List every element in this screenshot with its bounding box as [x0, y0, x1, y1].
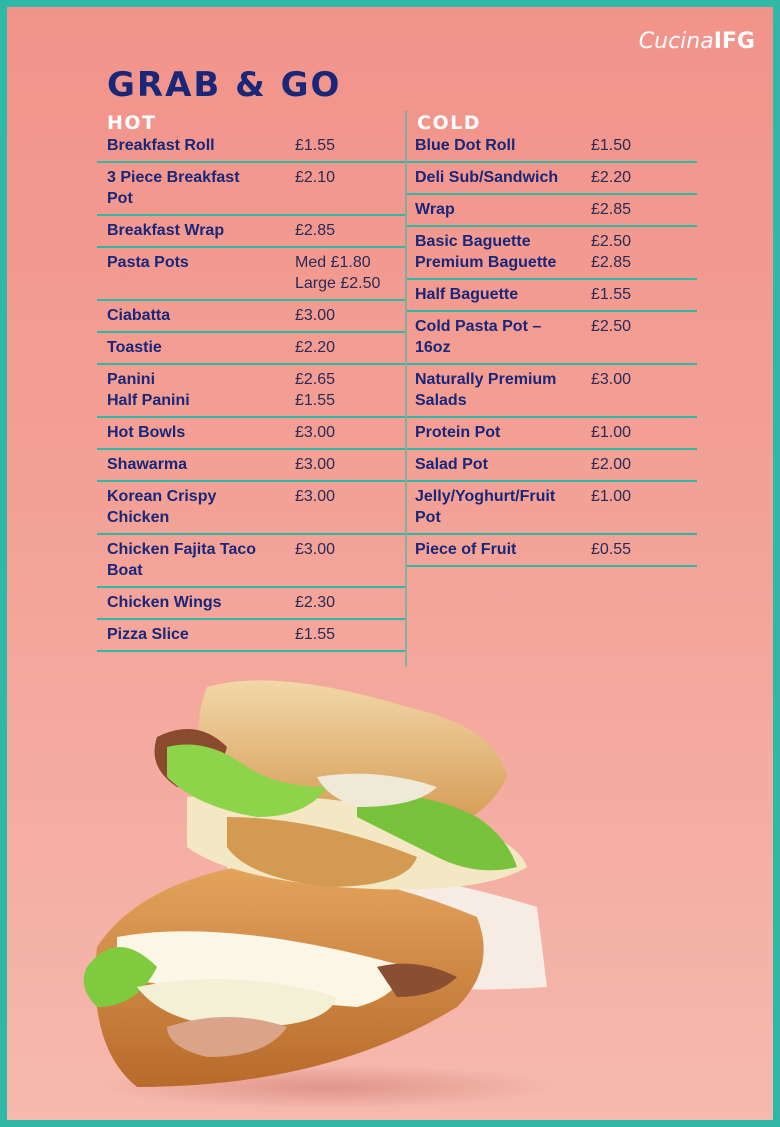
item-price: £1.00 [591, 424, 632, 441]
item-price: £3.00 [591, 371, 632, 388]
hot-menu-row [97, 365, 405, 418]
cold-menu-row [407, 312, 697, 365]
item-name: Breakfast Roll [107, 137, 215, 154]
item-price: £1.55 [591, 286, 632, 303]
item-name: 3 Piece Breakfast Pot [107, 169, 240, 207]
item-name: Panini Half Panini [107, 371, 190, 409]
brand-logo [639, 29, 755, 54]
item-name: Half Baguette [415, 286, 519, 303]
hot-menu-row [97, 135, 405, 163]
hot-menu-row [97, 301, 405, 333]
item-price: £2.30 [295, 594, 336, 611]
item-name: Cold Pasta Pot – 16oz [415, 318, 542, 356]
cold-menu-row [407, 450, 697, 482]
item-price: £2.50 [591, 318, 632, 335]
hot-heading: HOT [107, 112, 157, 134]
item-name: Piece of Fruit [415, 541, 517, 558]
item-price: £2.50 £2.85 [591, 233, 632, 271]
item-name: Jelly/Yoghurt/Fruit Pot [415, 488, 556, 526]
item-name: Ciabatta [107, 307, 171, 324]
item-name: Breakfast Wrap [107, 222, 225, 239]
item-price: £3.00 [295, 541, 336, 558]
hot-menu-row [97, 620, 405, 652]
item-price: £2.65 £1.55 [295, 371, 336, 409]
item-price: £3.00 [295, 307, 336, 324]
item-price: £2.85 [295, 222, 336, 239]
item-name: Blue Dot Roll [415, 137, 516, 154]
hot-menu-row [97, 450, 405, 482]
item-price: Med £1.80 Large £2.50 [295, 254, 381, 292]
item-name: Toastie [107, 339, 162, 356]
item-name: Pasta Pots [107, 254, 189, 271]
item-price: £2.20 [591, 169, 632, 186]
hot-menu-row [97, 163, 405, 216]
cold-menu-row [407, 482, 697, 535]
brand-logo-light: Cucina [638, 29, 714, 54]
item-name: Salad Pot [415, 456, 488, 473]
item-name: Naturally Premium Salads [415, 371, 557, 409]
item-price: £1.50 [591, 137, 632, 154]
cold-menu-row [407, 195, 697, 227]
item-price: £0.55 [591, 541, 632, 558]
item-price: £2.00 [591, 456, 632, 473]
hot-menu-row [97, 418, 405, 450]
item-name: Korean Crispy Chicken [107, 488, 217, 526]
item-price: £1.00 [591, 488, 632, 505]
item-name: Basic Baguette Premium Baguette [415, 233, 557, 271]
hot-menu-row [97, 535, 405, 588]
item-price: £1.55 [295, 137, 336, 154]
hot-menu-row [97, 588, 405, 620]
cold-heading: COLD [417, 112, 481, 134]
hot-menu-row [97, 248, 405, 301]
item-name: Wrap [415, 201, 455, 218]
cold-items [407, 135, 697, 567]
item-name: Hot Bowls [107, 424, 186, 441]
brand-logo-bold: IFG [713, 29, 755, 54]
cold-menu-row [407, 163, 697, 195]
item-price: £1.55 [295, 626, 336, 643]
cold-menu-row [407, 280, 697, 312]
item-name: Chicken Fajita Taco Boat [107, 541, 257, 579]
hot-menu-row [97, 216, 405, 248]
cold-menu-row [407, 418, 697, 450]
hot-column [97, 111, 407, 667]
item-price: £3.00 [295, 456, 336, 473]
hot-items [97, 135, 405, 652]
item-name: Chicken Wings [107, 594, 222, 611]
cold-menu-row [407, 535, 697, 567]
item-price: £2.20 [295, 339, 336, 356]
item-name: Pizza Slice [107, 626, 189, 643]
hot-menu-row [97, 482, 405, 535]
item-price: £3.00 [295, 488, 336, 505]
item-name: Deli Sub/Sandwich [415, 169, 559, 186]
sandwich-photo [77, 667, 557, 1107]
item-name: Shawarma [107, 456, 188, 473]
cold-menu-row [407, 135, 697, 163]
item-name: Protein Pot [415, 424, 501, 441]
hot-menu-row [97, 333, 405, 365]
page-title: GRAB & GO [107, 65, 342, 105]
cold-menu-row [407, 227, 697, 280]
cold-column [407, 111, 697, 567]
item-price: £2.85 [591, 201, 632, 218]
item-price: £2.10 [295, 169, 336, 186]
cold-menu-row [407, 365, 697, 418]
item-price: £3.00 [295, 424, 336, 441]
